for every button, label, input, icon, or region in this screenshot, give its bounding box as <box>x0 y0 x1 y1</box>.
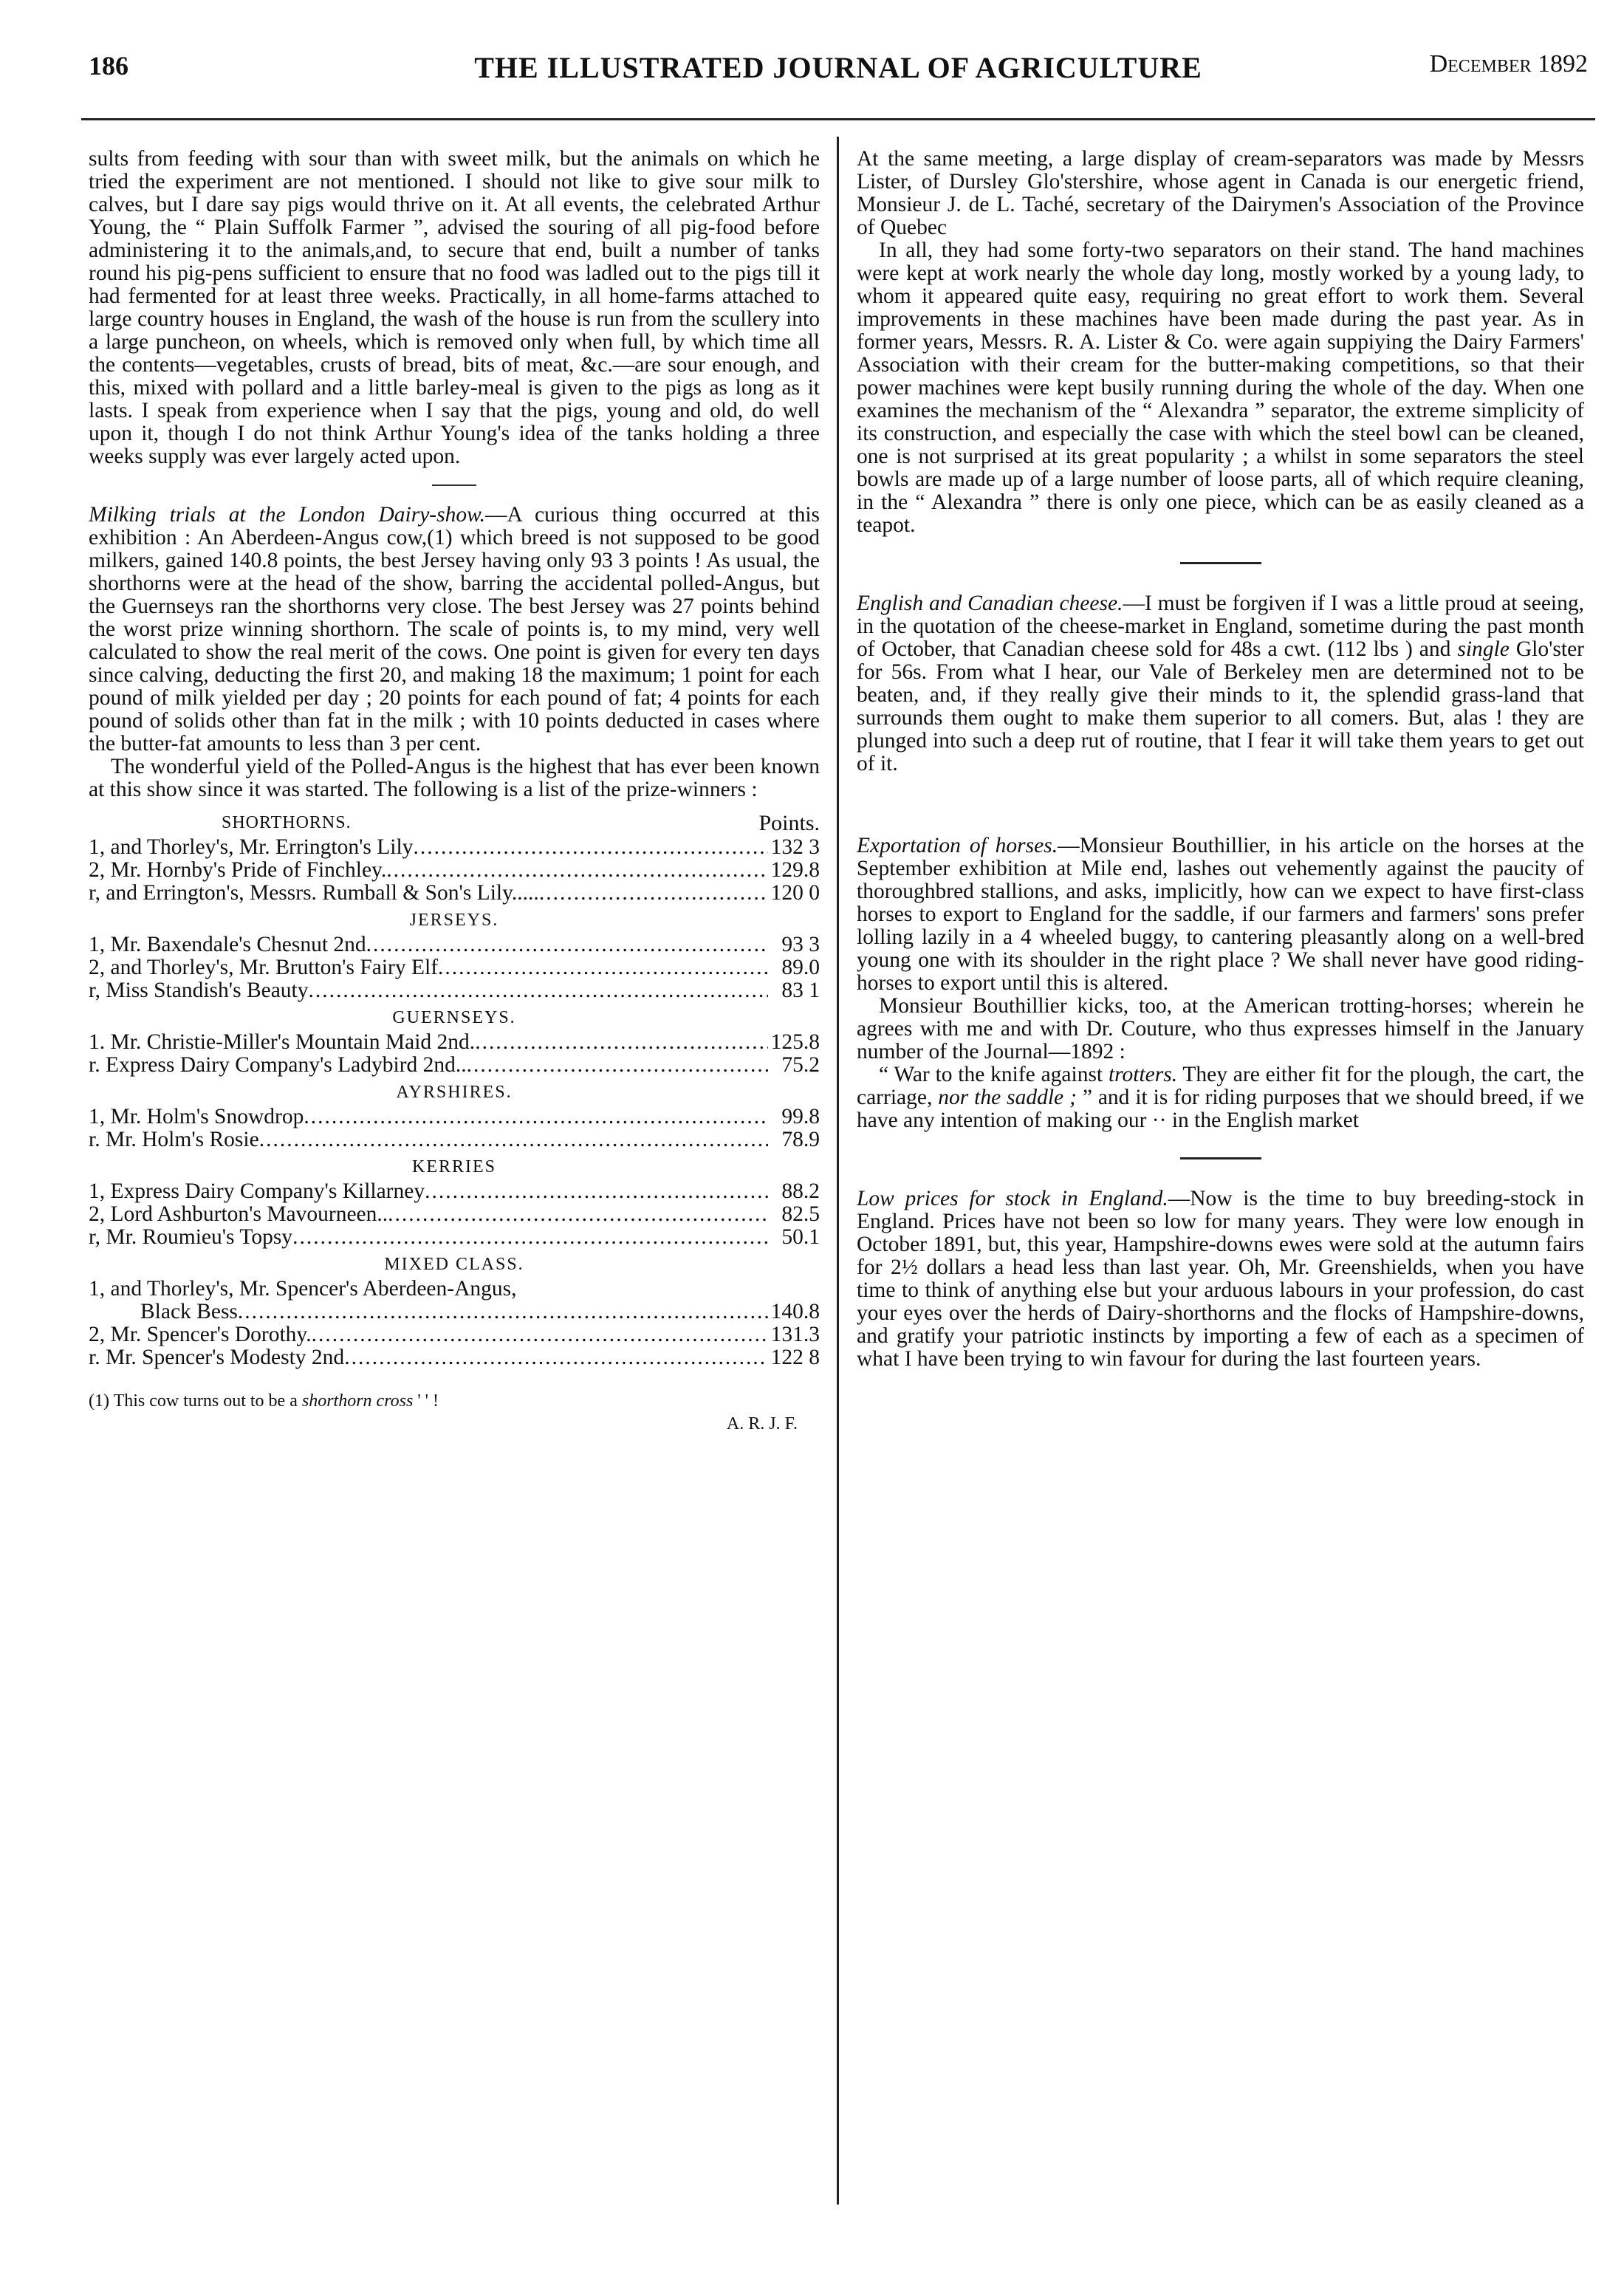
paragraph-cheese <box>857 592 1584 775</box>
category-title: AYRSHIRES. <box>396 1083 513 1102</box>
prize-points: 88.2 <box>781 1179 820 1203</box>
prize-row <box>89 859 820 882</box>
paragraph-horses <box>857 835 1584 995</box>
prize-row <box>89 1346 820 1369</box>
paragraph-trotting: Monsieur Bouthillier kicks, too, at the American trotting-horses; wherein he agrees with me and with Dr. Couture, who thus expresses himself in the January number of the Journal—1892 : <box>857 994 1584 1063</box>
prize-points: 78.9 <box>781 1128 820 1151</box>
paragraph-quote <box>857 1063 1584 1132</box>
prize-row <box>89 1106 820 1128</box>
prize-name: 1, and Thorley's, Mr. Spencer's Aberdeen-Angus, <box>89 1277 517 1301</box>
paragraph-low-prices <box>857 1188 1584 1371</box>
author-signature: A. R. J. F. <box>726 1414 798 1433</box>
prize-points: 125.8 <box>770 1030 820 1054</box>
prize-points: 122 8 <box>770 1346 820 1369</box>
header-rule <box>81 118 1595 120</box>
prize-points: 120 0 <box>770 881 820 905</box>
prize-row <box>89 1180 820 1203</box>
prize-row <box>89 1128 820 1151</box>
footnote-italic: shorthorn cross <box>301 1391 414 1411</box>
section-rule <box>1180 1157 1261 1159</box>
prize-points: 89.0 <box>781 956 820 979</box>
category-title: SHORTHORNS. <box>222 813 352 832</box>
page-header <box>89 50 1588 96</box>
footnote <box>89 1390 820 1413</box>
section-heading-cheese: English and Canadian cheese. <box>857 592 1123 615</box>
paragraph-separators-stand: In all, they had some forty-two separators on their stand. The hand machines were kept at work nearly the whole day long, mostly worked by a young lady, to whom it appeared quite easy, requiring no great effort to work them. Several improvements in these machines have been made during the past year. As in former years, Messrs. R. A. Lister & Co. were again suppiying the Dairy Farmers' Association with their cream for the butter-making competitions, so that their power machines were kept busily running during the whole of the day. When one examines the mechanism of the “ Alexandra ” separator, the extreme simplicity of its construction, and especially the case with which the steel bowl can be cleaned, one is not surprised at its great popularity ; a whilst in some separators the steel bowls are made up of a large number of loose parts, all of which require cleaning, in the “ Alexandra ” there is only one piece, which can be as easily cleaned as a teapot. <box>857 239 1584 537</box>
prize-points: 140.8 <box>770 1300 820 1323</box>
prize-row <box>89 1203 820 1226</box>
points-column-label: Points. <box>758 811 820 835</box>
prize-points: 50.1 <box>781 1225 820 1249</box>
prize-points: 93 3 <box>781 933 820 956</box>
footnote-end: ' ' ! <box>413 1391 439 1411</box>
prize-name: 1, and Thorley's, Mr. Errington's Lily <box>89 835 414 859</box>
cheese-text-cont: Glo'ster for 56s. From what I hear, our Vale of Berkeley men are determined not to be beaten, and, if they really give their minds to it, the splendid grass-land that surrounds them ought to make them superior to all comers. But, alas ! they are plunged into such a deep rut of routine, that I fear it will take them years to get out of it. <box>857 637 1585 775</box>
section-rule <box>432 484 476 486</box>
paragraph-wonderful-yield: The wonderful yield of the Polled-Angus is the highest that has ever been known at this show since it was started. The following is a list of the prize-winners : <box>89 755 820 801</box>
prize-row <box>89 1278 820 1301</box>
column-divider <box>837 137 839 2205</box>
prize-name: 2, Mr. Spencer's Dorothy. <box>89 1323 312 1346</box>
prize-list <box>89 812 820 1369</box>
footnote-marker: (1) <box>89 1391 109 1411</box>
prize-name: r, and Errington's, Messrs. Rumball & Son's Lily..... <box>89 881 539 905</box>
prize-points: 99.8 <box>781 1105 820 1128</box>
milking-text: —A curious thing occurred at this exhibition : An Aberdeen-Angus cow,(1) which breed is not supposed to be good milkers, gained 140.8 points, the best Jersey having only 93 3 points ! As usual, the shorthorns were at the head of the show, barring the accidental polled-Angus, but the Guernseys ran the shorthorns very close. The best Jersey was 27 points behind the worst prize winning shorthorn. The scale of points is, to my mind, very well calculated to show the real merit of the cows. One point is given for every ten days since calving, deducting the first 20, and making 18 the maximum; 1 point for each pound of milk yielded per day ; 20 points for each pound of fat; 4 points for each pound of solids other than fat in the milk ; with 10 points deducted in cases where the butter-fat amounts to less than 3 per cent. <box>89 503 820 756</box>
prize-name: 2, Lord Ashburton's Mavourneen.. <box>89 1202 388 1226</box>
paragraph-sour-milk: sults from feeding with sour than with sweet milk, but the animals on which he tried the experiment are not mentioned. I should not like to give sour milk to calves, but I dare say pigs would thrive on it. At all events, the celebrated Arthur Young, the “ Plain Suffolk Farmer ”, advised the souring of all pig-food before administering it to the animals,and, to secure that end, built a number of tanks round his pig-pens sufficient to ensure that no food was ladled out to the pigs till it had fermented for at least three weeks. Practically, in all home-farms attached to large country houses in England, the wash of the house is run from the scullery into a large puncheon, on wheels, which is removed only when full, by which time all the contents—vegetables, crusts of bread, bits of meat, &c.—are sour enough, and this, mixed with pollard and a little barley-meal is given to the pigs as long as it lasts. I speak from experience when I say that the pigs, young and old, do well upon it, though I do not think Arthur Young's idea of the tanks holding a three weeks supply was ever largely acted upon. <box>89 147 820 468</box>
cheese-text: —I must be forgiven if I was a little proud at seeing, in the quotation of the cheese-market in England, sometime during the past month of October, that Canadian cheese sold for 48s a cwt. (112 lbs ) and <box>857 592 1584 661</box>
cheese-italic: single <box>1457 637 1510 661</box>
prize-name: r. Mr. Holm's Rosie <box>89 1128 259 1151</box>
quote-text: “ War to the knife against <box>879 1063 1103 1086</box>
prize-row <box>89 979 820 1002</box>
prize-name: Black Bess <box>140 1300 238 1323</box>
prize-points: 83 1 <box>781 979 820 1002</box>
page-number: 186 <box>89 51 129 80</box>
prize-row <box>89 1054 820 1077</box>
paragraph-separators-display: At the same meeting, a large display of cream-separators was made by Messrs Lister, of Dursley Glo'stershire, whose agent in Canada is our energetic friend, Monsieur J. de L. Taché, secretary of the Dairymen's Association of the Province of Quebec <box>857 147 1584 239</box>
quote-text-2: They are either fit for the plough, the cart, the carriage, <box>857 1063 1585 1109</box>
prize-row-continuation <box>89 1301 820 1323</box>
prize-name: r, Miss Standish's Beauty <box>89 979 309 1002</box>
prize-row <box>89 1031 820 1054</box>
prize-name: 2, and Thorley's, Mr. Brutton's Fairy Elf <box>89 956 439 979</box>
prize-points: 75.2 <box>781 1053 820 1077</box>
category-title: MIXED CLASS. <box>384 1255 524 1274</box>
section-heading-milking: Milking trials at the London Dairy-show. <box>89 503 485 527</box>
prize-points: 131.3 <box>770 1323 820 1346</box>
left-column <box>89 148 820 1436</box>
quote-text-3: ” and it is for riding purposes that we should breed, if we have any intention of making our ·· in the English market <box>857 1086 1584 1132</box>
prize-row <box>89 956 820 979</box>
section-heading-prices: Low prices for stock in England. <box>857 1187 1168 1210</box>
prize-name: 1, Express Dairy Company's Killarney <box>89 1179 425 1203</box>
prize-name: 1, Mr. Baxendale's Chesnut 2nd <box>89 933 366 956</box>
prize-row <box>89 836 820 859</box>
quote-italic-2: nor the saddle ; <box>938 1086 1077 1109</box>
prize-points: 132 3 <box>770 835 820 859</box>
right-column <box>857 148 1584 1371</box>
prize-name: r. Express Dairy Company's Ladybird 2nd.. <box>89 1053 467 1077</box>
prize-points: 129.8 <box>770 858 820 882</box>
prize-name: r. Mr. Spencer's Modesty 2nd <box>89 1346 345 1369</box>
prize-name: 2, Mr. Hornby's Pride of Finchley. <box>89 858 387 882</box>
category-title: GUERNSEYS. <box>392 1008 516 1027</box>
horses-text: —Monsieur Bouthillier, in his article on the horses at the September exhibition at Mile end, lashes out vehemently against the paucity of thoroughbred stallions, and asks, implicitly, how can we expect to have first-class horses to export to England for the saddle, if our farmers and farmers' sons prefer lolling lazily in a 4 wheeled buggy, to cantering pleasantly along on a well-bred young one with its shoulder in the right place ? We shall never have good riding-horses to export until this is altered. <box>857 834 1584 995</box>
category-title: JERSEYS. <box>409 911 499 930</box>
prize-points: 82.5 <box>781 1202 820 1226</box>
journal-title: THE ILLUSTRATED JOURNAL OF AGRICULTURE <box>474 51 1202 84</box>
prize-row <box>89 1323 820 1346</box>
issue-date: December 1892 <box>1429 50 1588 78</box>
prize-row <box>89 882 820 905</box>
prize-row <box>89 1226 820 1249</box>
category-title: KERRIES <box>411 1157 496 1176</box>
section-rule <box>1180 562 1261 564</box>
prize-name: 1. Mr. Christie-Miller's Mountain Maid 2nd. <box>89 1030 476 1054</box>
prize-row <box>89 933 820 956</box>
prize-name: 1, Mr. Holm's Snowdrop <box>89 1105 304 1128</box>
prize-name: r, Mr. Roumieu's Topsy <box>89 1225 293 1249</box>
prize-list-header <box>89 812 820 835</box>
footnote-text: This cow turns out to be a <box>113 1391 298 1411</box>
quote-italic: trotters. <box>1108 1063 1178 1086</box>
paragraph-milking-trials <box>89 504 820 756</box>
section-heading-horses: Exportation of horses. <box>857 834 1058 857</box>
prices-text: —Now is the time to buy breeding-stock in England. Prices have not been so low for many years. They were low enough in October 1891, but, this year, Hampshire-downs ewes were sold at the autumn fairs for 2½ dollars a head less than last year. Oh, Mr. Greenshields, when you have time to think of anything else but your arduous labours in your profession, do cast your eyes over the herds of Dairy-shorthorns and the flocks of Hampshire-downs, and gratify your patriotic instincts by importing a few of each as a specimen of what I have been trying to win favour for during the last fourteen years. <box>857 1187 1584 1371</box>
